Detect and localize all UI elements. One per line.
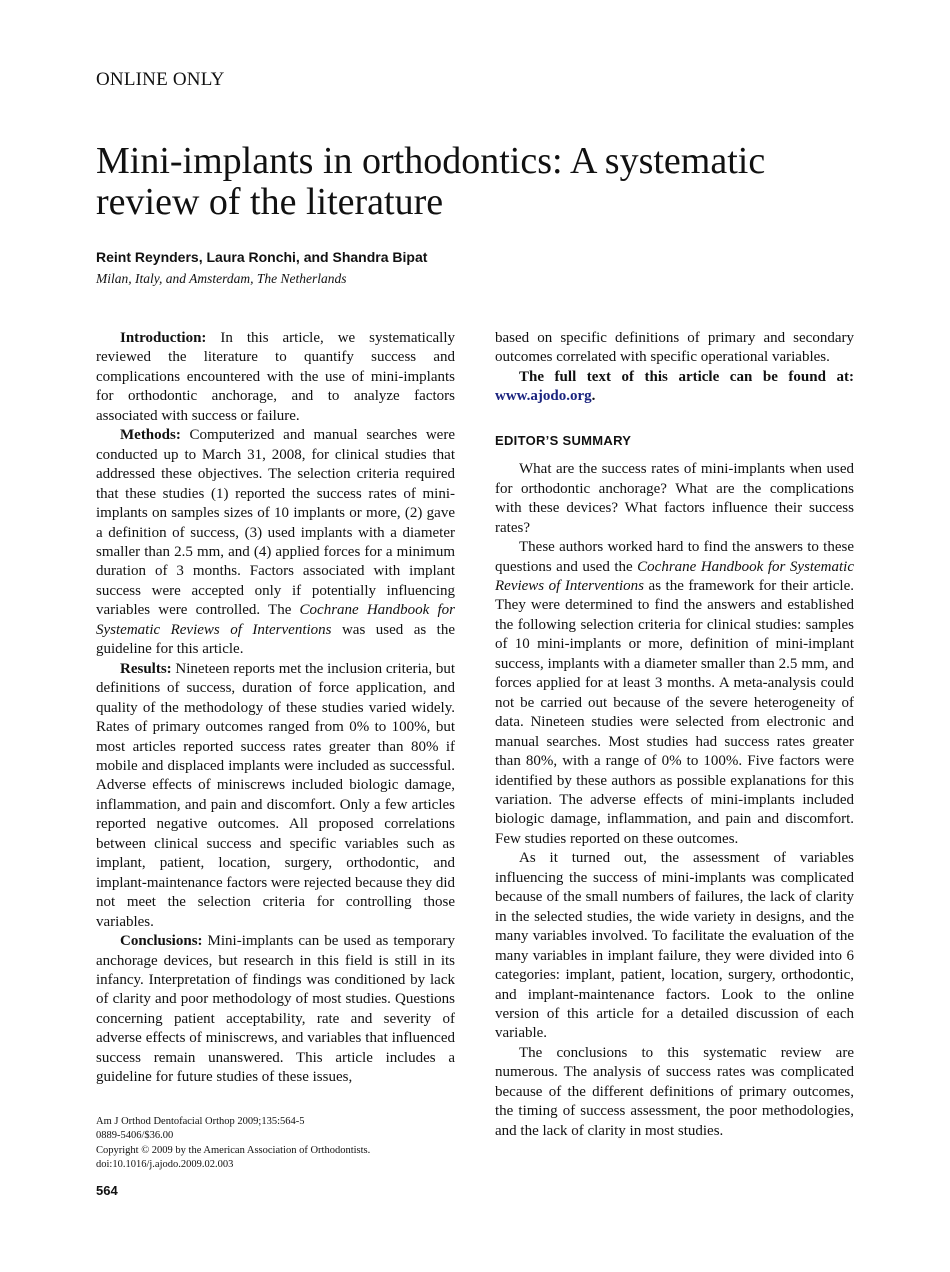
author-list: Reint Reynders, Laura Ronchi, and Shandra Bipat — [96, 249, 428, 265]
author-affiliation: Milan, Italy, and Amsterdam, The Netherlands — [96, 271, 347, 286]
abstract-conclusions-continued: based on specific definitions of primary and secondary outcomes correlated with specific operational variables. — [495, 330, 854, 366]
article-title: Mini-implants in orthodontics: A systematic review of the literature — [96, 140, 766, 223]
issn: 0889-5406/$36.00 — [96, 1130, 174, 1142]
conclusions-text: Mini-implants can be used as temporary anchorage devices, but research in this field is still in its infancy. Interpretation of findings was conditioned by lack of clarity and poor methodology of most studies. Questions concerning patient acceptability, rate and severity of adverse effects of miniscrews, and variables that influenced success remain unanswered. This article includes a guideline for future studies of these issues, — [96, 933, 455, 1086]
editors-summary-paragraph-3: As it turned out, the assessment of variables influencing the success of mini-implants was complicated because of the small numbers of failures, the lack of clarity in the selected studies, the wide variety in designs, and the many variables involved. To facilitate the evaluation of the many variables in implant failure, they were divided into 6 categories: implant, patient, location, surgery, orthodontic, and implant-maintenance factors. Look to the online version of this article for a detailed discussion of each variable. — [495, 850, 854, 1042]
editors-summary-paragraph-2 — [495, 538, 854, 849]
full-text-notice — [495, 368, 854, 407]
full-text-label: The full text of this article can be found at: — [519, 368, 854, 385]
results-label: Results: — [120, 660, 172, 677]
methods-text: Computerized and manual searches were conducted up to March 31, 2008, for clinical studies that addressed these objectives. The selection criteria required that these studies (1) reported the success rates of mini-implants on samples sizes of 10 implants or more, (2) gave a definition of success, (3) used implants with a diameter smaller than 2.5 mm, and (4) applied forces for a minimum duration of 3 months. Factors associated with implant success were accepted only if potentially influencing variables were controlled. The — [96, 427, 455, 619]
conclusions-label: Conclusions: — [120, 933, 203, 950]
editors-summary-paragraph-1: What are the success rates of mini-implants when used for orthodontic anchorage? What are the complications with these devices? What factors influence their success rates? — [495, 461, 854, 536]
abstract-methods — [96, 426, 455, 659]
editors-summary-p2-end: as the framework for their article. They were determined to find the answers and established the following selection criteria for clinical studies: samples of 10 mini-implants or more, definition of mini-implant success, implants with a diameter smaller than 2.5 mm, and forces applied for at least 3 months. A meta-analysis could not be carried out because of the severe heterogeneity of data. Nineteen studies were selected from electronic and manual searches. Most studies had success rates greater than 80%, with a range of 0% to 100%. Five factors were identified by these authors as possible explanations for this variation. The adverse effects of mini-implants included biologic damage, inflammation, and pain and discomfort. Few studies reported on these outcomes. — [495, 577, 854, 847]
doi: doi:10.1016/j.ajodo.2009.02.003 — [96, 1158, 234, 1170]
introduction-text: In this article, we systematically reviewed the literature to quantify success and complications encountered with the use of mini-implants for orthodontic anchorage, and to analyze factors associated with success or failure. — [96, 330, 455, 424]
editors-summary-handbook-title: Cochrane Handbook for Systematic Reviews of Interventions — [495, 558, 854, 594]
journal-citation: Am J Orthod Dentofacial Orthop 2009;135:564-5 — [96, 1116, 305, 1127]
abstract-results — [96, 660, 455, 932]
full-text-period: . — [591, 388, 596, 405]
methods-label: Methods: — [120, 427, 181, 444]
abstract-conclusions — [96, 932, 455, 1088]
page-number: 564 — [96, 1183, 118, 1198]
article-footer — [96, 1115, 456, 1172]
introduction-label: Introduction: — [120, 330, 207, 346]
editors-summary-p2-start: These authors worked hard to find the answers to these questions and used the — [495, 539, 854, 575]
ajodo-link[interactable]: www.ajodo.org — [495, 388, 592, 405]
right-column — [495, 329, 854, 1141]
editors-summary-heading: EDITOR’S SUMMARY — [495, 432, 632, 448]
methods-text-end: was used as the guideline for this article. — [96, 621, 455, 658]
copyright-notice: Copyright © 2009 by the American Association of Orthodontists. — [96, 1144, 371, 1156]
left-column — [96, 329, 455, 1088]
results-text: Nineteen reports met the inclusion criteria, but definitions of success, duration of force application, and quality of the methodology of these studies varied widely. Rates of primary outcomes ranged from 0% to 100%, but most articles reported success rates greater than 80% if mobile and displaced implants were included as successful. Adverse effects of miniscrews included biologic damage, inflammation, and pain and discomfort. Only a few articles reported negative outcomes. All proposed correlations between clinical success and specific variables such as implant, patient, location, surgery, orthodontic, and implant-maintenance factors were rejected because they did not meet the selection criteria for controlling those variables. — [96, 660, 455, 930]
methods-handbook-title: Cochrane Handbook for Systematic Reviews of Interventions — [96, 602, 455, 638]
abstract-introduction — [96, 329, 455, 426]
section-label: ONLINE ONLY — [96, 69, 225, 90]
editors-summary-paragraph-4: The conclusions to this systematic review are numerous. The analysis of success rates was complicated because of the different definitions of primary outcomes, the timing of success assessment, the poor methodologies, and the lack of clarity in most studies. — [495, 1044, 854, 1139]
